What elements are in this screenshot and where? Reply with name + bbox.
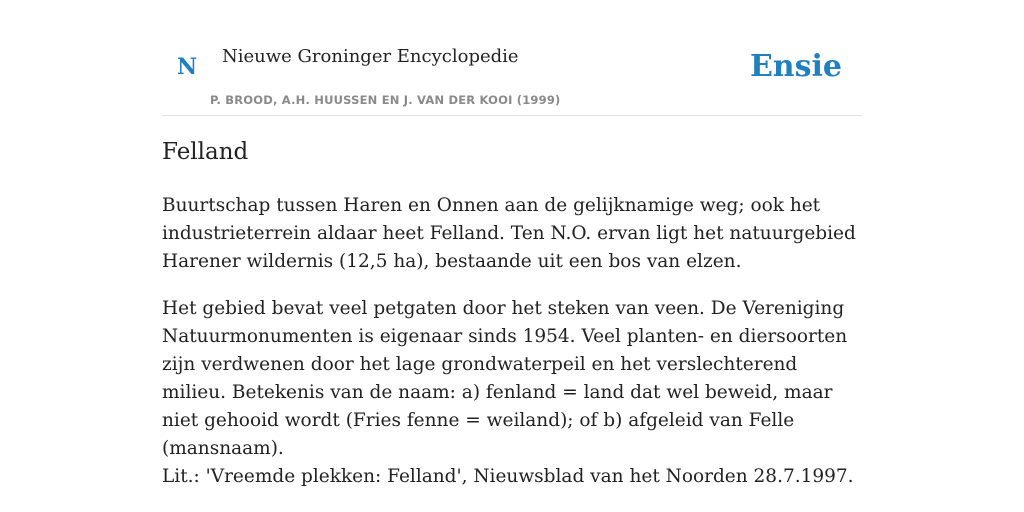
article-paragraph: Het gebied bevat veel petgaten door het steken van veen. De Vereniging Natuurmonumenten is eigenaar sinds 1954. Veel planten- en diersoorten zijn verdwenen door het lage grondwaterpeil en het verslechterend milieu. Betekenis van de naam: a) fenland = land dat wel beweid, maar niet gehooid wordt (Fries fenne = weiland); of b) afgeleid van Felle (mansnaam).	[162, 298, 848, 459]
article-title: Felland	[162, 139, 249, 165]
page	[162, 0, 862, 487]
encyclopedia-title[interactable]: Nieuwe Groninger Encyclopedie	[222, 46, 519, 67]
article-paragraph: Buurtschap tussen Haren en Onnen aan de gelijknamige weg; ook het industrieterrein aldaar heet Felland. Ten N.O. ervan ligt het natuurgebied Harener wildernis (12,5 ha), bestaande uit een bos van elzen.	[162, 195, 856, 272]
encyclopedia-authors: P. BROOD, A.H. HUUSSEN EN J. VAN DER KOOI (1999)	[210, 93, 561, 107]
encyclopedia-logo[interactable]: N	[177, 54, 198, 80]
article-literature: Lit.: 'Vreemde plekken: Felland', Nieuwsblad van het Noorden 28.7.1997.	[162, 466, 854, 487]
header	[162, 0, 862, 116]
ensie-logo[interactable]: Ensie	[749, 49, 842, 84]
